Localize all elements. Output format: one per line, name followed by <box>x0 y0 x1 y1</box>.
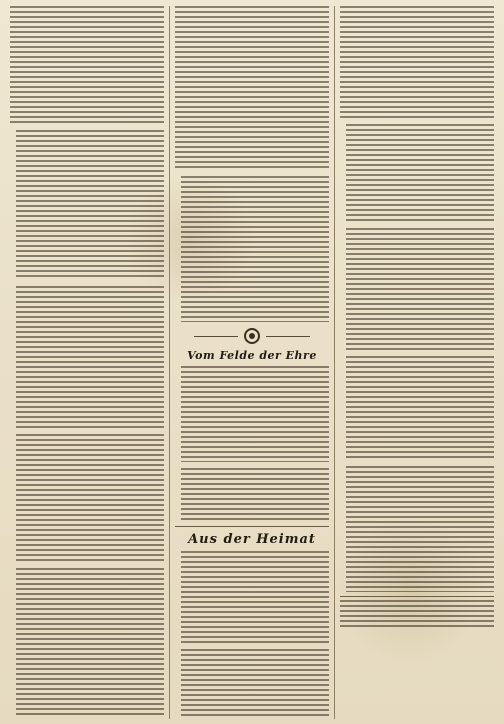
imprint-text <box>340 600 494 628</box>
article-text-block <box>181 468 329 522</box>
section-heading-home: Aus der Heimat <box>188 532 316 547</box>
article-text-block <box>346 466 494 592</box>
article-text-block <box>16 130 164 280</box>
iron-cross-icon <box>244 328 260 344</box>
article-text-block <box>181 551 329 643</box>
article-text-block <box>340 6 494 118</box>
imprint-box <box>340 596 494 628</box>
section-divider <box>175 328 329 344</box>
article-text-block <box>346 228 494 350</box>
article-text-block <box>10 6 164 124</box>
article-text-block <box>16 568 164 718</box>
divider-rule <box>175 526 329 527</box>
column-right <box>334 6 499 719</box>
text-columns <box>5 6 499 719</box>
column-middle <box>169 6 334 719</box>
article-text-block <box>181 176 329 322</box>
article-text-block <box>181 649 329 719</box>
article-text-block <box>181 366 329 462</box>
article-text-block <box>346 124 494 222</box>
column-left <box>5 6 169 719</box>
article-text-block <box>16 286 164 428</box>
section-heading-front: Vom Felde der Ehre <box>187 349 317 362</box>
article-text-block <box>346 356 494 460</box>
article-text-block <box>175 6 329 170</box>
article-text-block <box>16 434 164 562</box>
